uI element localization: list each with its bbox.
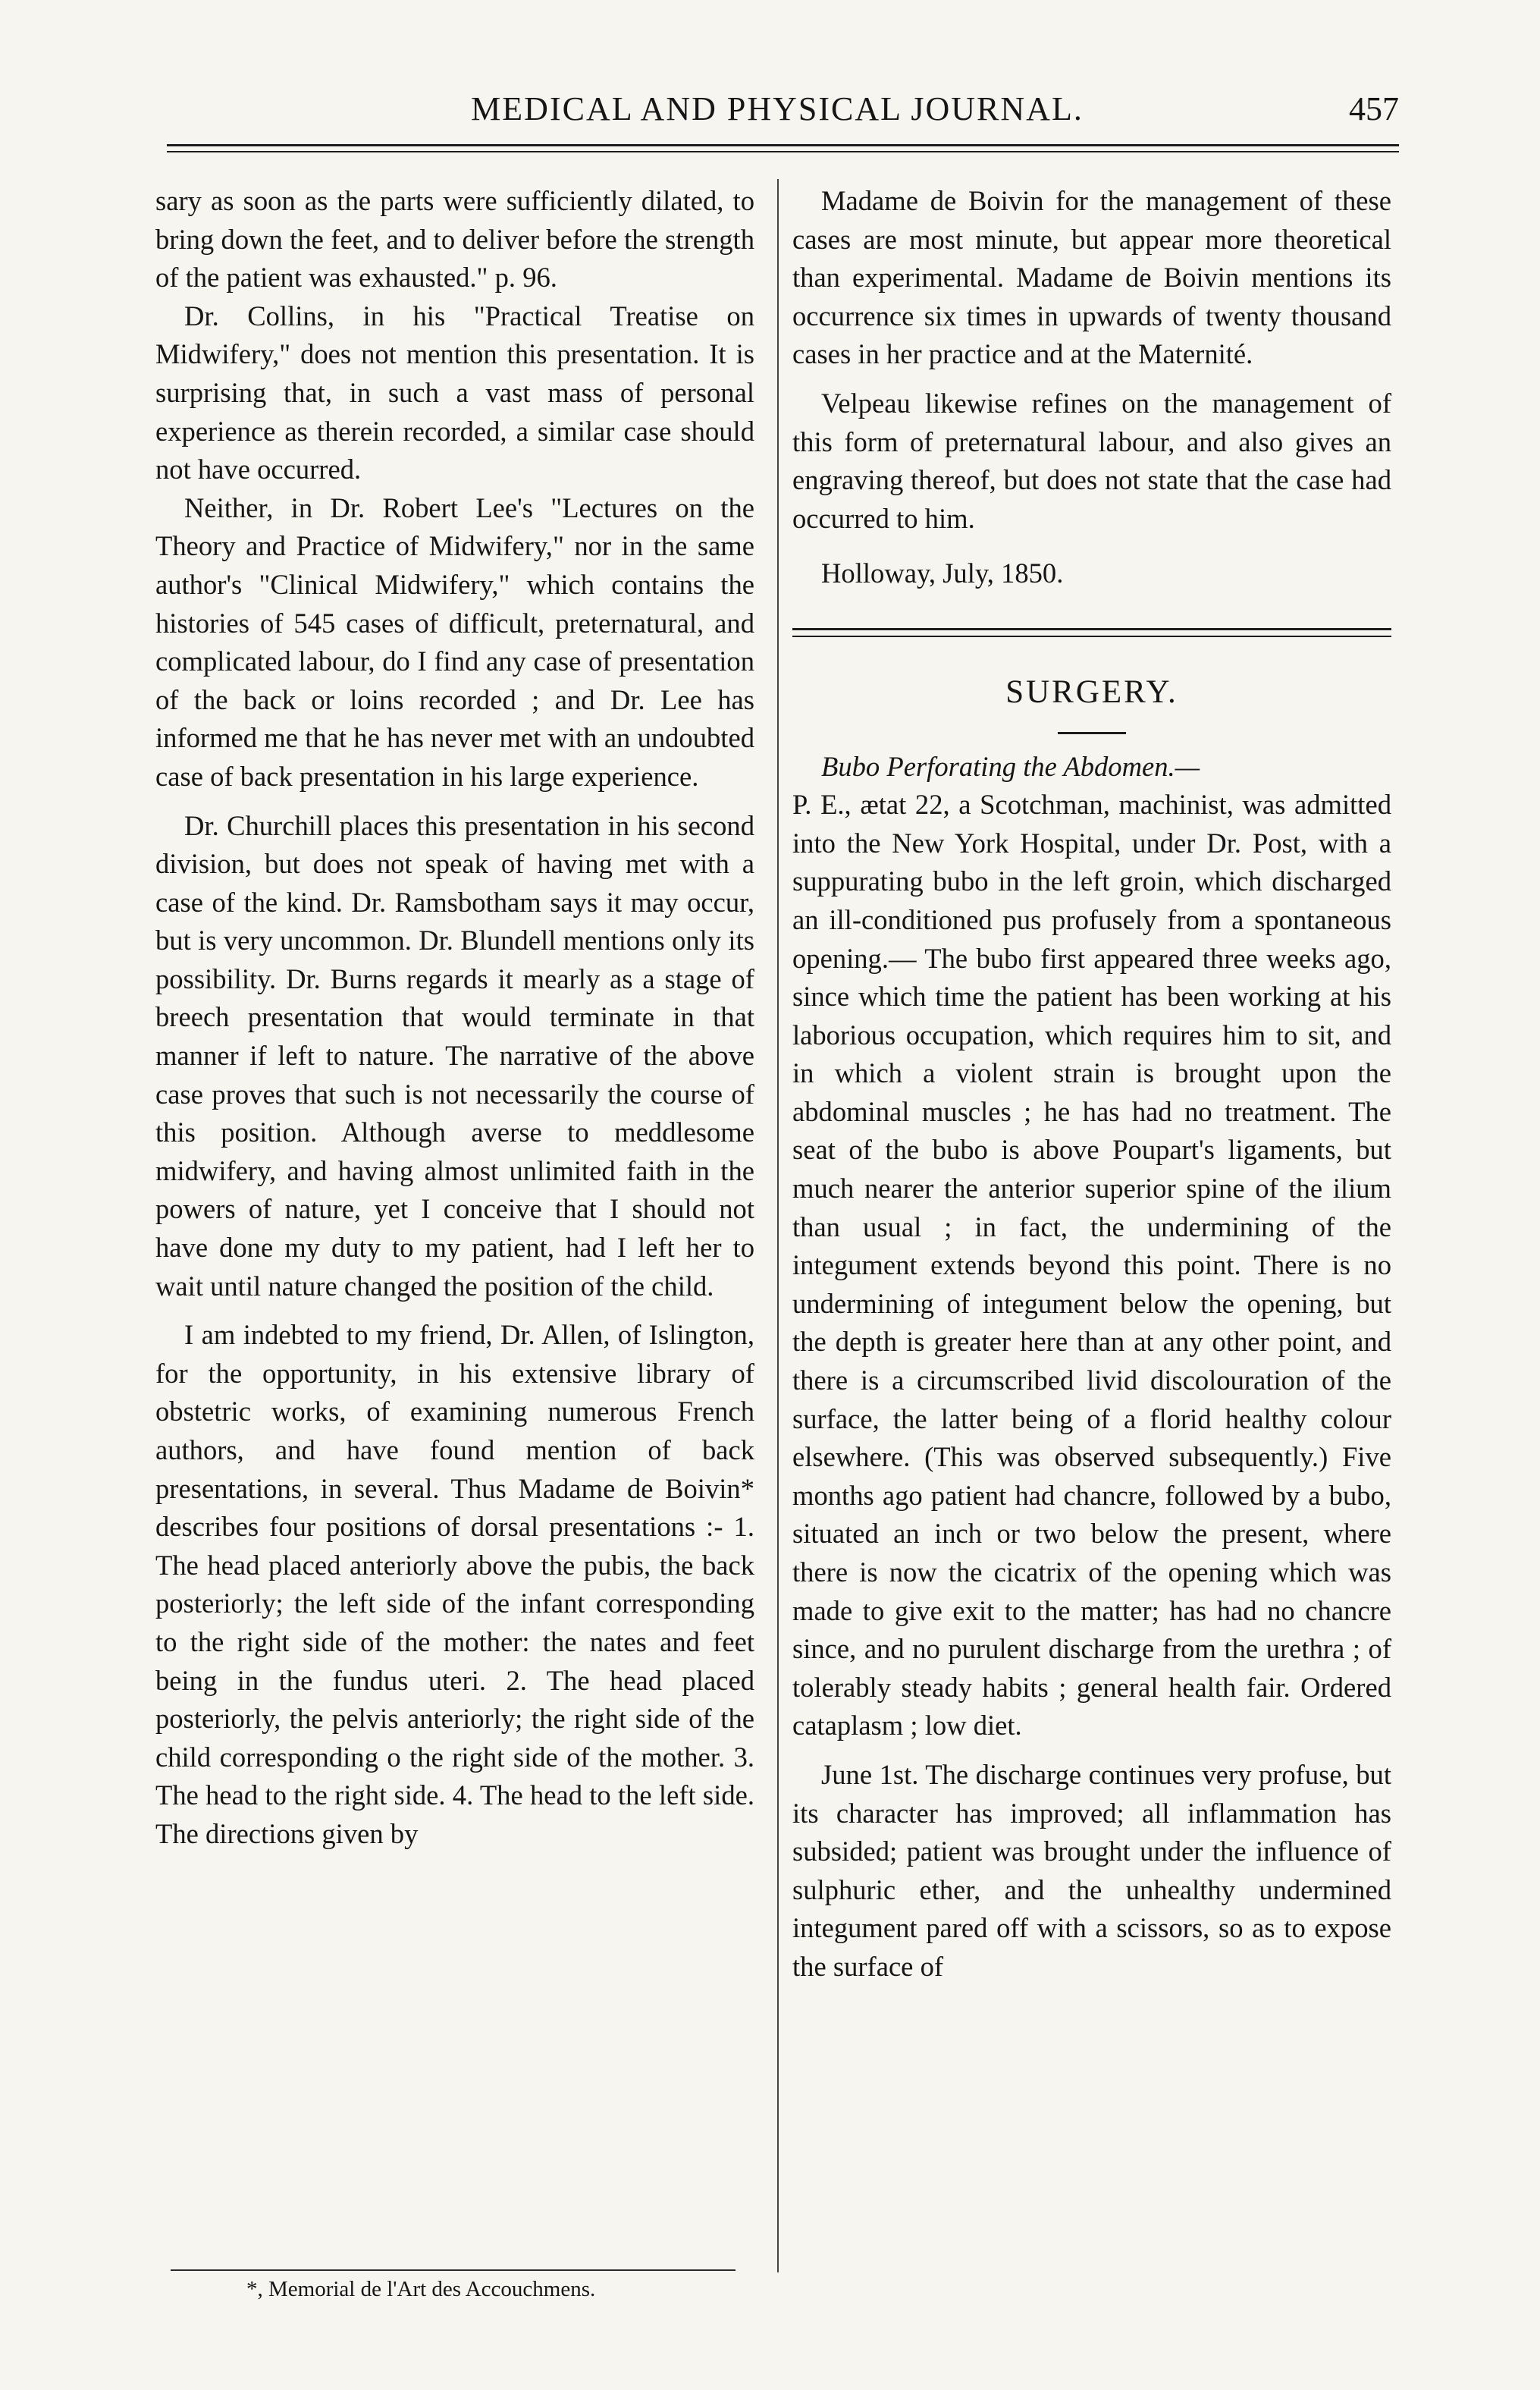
footnote: *, Memorial de l'Art des Accouchmens.: [246, 2277, 596, 2301]
paragraph: I am indebted to my friend, Dr. Allen, of Islington, for the opportunity, in his extensive library of obstetric works, of examining numerous French authors, and have found mention of back presentations, in several. Thus Madame de Boivin* describes four positions of dorsal presentations :- 1. The head placed anteriorly above the pubis, the back posteriorly; the left side of the infant corresponding to the right side of the mother: the nates and feet being in the fundus uteri. 2. The head placed posteriorly, the pelvis anteriorly; the right side of the child corresponding o the right side of the mother. 3. The head to the right side. 4. The head to the left side. The directions given by: [155, 1319, 754, 1849]
case-title-paragraph: [792, 748, 1391, 787]
right-column: [792, 182, 1391, 1986]
case-title: Bubo Perforating the Abdomen.—: [821, 750, 1200, 782]
left-column: [155, 182, 754, 1854]
paragraph: P. E., ætat 22, a Scotchman, machinist, was admitted into the New York Hospital, under Dr. Post, with a suppurating bubo in the left groin, which discharged an ill-conditioned pus profusely from a spontaneous opening.— The bubo first appeared three weeks ago, since which time the patient has been working at his laborious occupation, which requires him to sit, and in which a violent strain is brought upon the abdominal muscles ; he has had no treatment. The seat of the bubo is above Poupart's ligaments, but much nearer the anterior superior spine of the ilium than usual ; in fact, the undermining of the integument extends beyond this point. There is no undermining of integument below the opening, but the depth is greater here than at any other point, and there is a circumscribed livid discolouration of the surface, the latter being of a florid healthy colour elsewhere. (This was observed subsequently.) Five months ago patient had chancre, followed by a bubo, situated an inch or two below the present, where there is now the cicatrix of the opening which was made to give exit to the matter; has had no chancre since, and no purulent discharge from the urethra ; of tolerably steady habits ; general health fair. Ordered cataplasm ; low diet.: [792, 789, 1391, 1741]
footnote-rule: [171, 2269, 735, 2271]
short-rule: [1058, 732, 1126, 734]
section-heading: SURGERY.: [1005, 674, 1178, 710]
paragraph: Madame de Boivin for the management of these cases are most minute, but appear more theoretical than experimental. Madame de Boivin mentions its occurrence six times in upwards of twenty thousand cases in her practice and at the Maternité.: [792, 185, 1391, 370]
paragraph: sary as soon as the parts were sufficiently dilated, to bring down the feet, and to deliver before the strength of the patient was exhausted." p. 96.: [155, 185, 754, 294]
running-head: [155, 90, 1399, 135]
page-number: 457: [1349, 90, 1399, 127]
header-rule-thin: [167, 151, 1399, 152]
section-rule: [792, 628, 1391, 630]
paragraph: Neither, in Dr. Robert Lee's "Lectures on the Theory and Practice of Midwifery," nor in the same author's "Clinical Midwifery," which contains the histories of 545 cases of difficult, preternatural, and complicated labour, do I find any case of presentation of the back or loins recorded ; and Dr. Lee has informed me that he has never met with an undoubted case of back presentation in his large experience.: [155, 492, 754, 792]
paragraph: June 1st. The discharge continues very profuse, but its character has improved; all inflammation has subsided; patient was brought under the influence of sulphuric ether, and the unhealthy undermined integument pared off with a scissors, so as to expose the surface of: [792, 1758, 1391, 1982]
paragraph: Dr. Collins, in his "Practical Treatise on Midwifery," does not mention this presentation. It is surprising that, in such a vast mass of personal experience as therein recorded, a similar case should not have occurred.: [155, 300, 754, 485]
column-divider: [777, 179, 779, 2272]
signoff: Holloway, July, 1850.: [821, 557, 1064, 589]
paragraph: Dr. Churchill places this presentation in his second division, but does not speak of having met with a case of the kind. Dr. Ramsbotham says it may occur, but is very uncommon. Dr. Blundell mentions only its possibility. Dr. Burns regards it mearly as a stage of breech presentation that would terminate in that manner if left to nature. The narrative of the above case proves that such is not necessarily the course of this position. Although averse to meddlesome midwifery, and having almost unlimited faith in the powers of nature, yet I conceive that I should not have done my duty to my patient, had I left her to wait until nature changed the position of the child.: [155, 809, 754, 1302]
paragraph: Velpeau likewise refines on the management of this form of preternatural labour, and also gives an engraving thereof, but does not state that the case had occurred to him.: [792, 387, 1391, 534]
section-rule: [792, 636, 1391, 637]
running-title: MEDICAL AND PHYSICAL JOURNAL.: [471, 90, 1084, 127]
header-rule-thick: [167, 144, 1399, 146]
